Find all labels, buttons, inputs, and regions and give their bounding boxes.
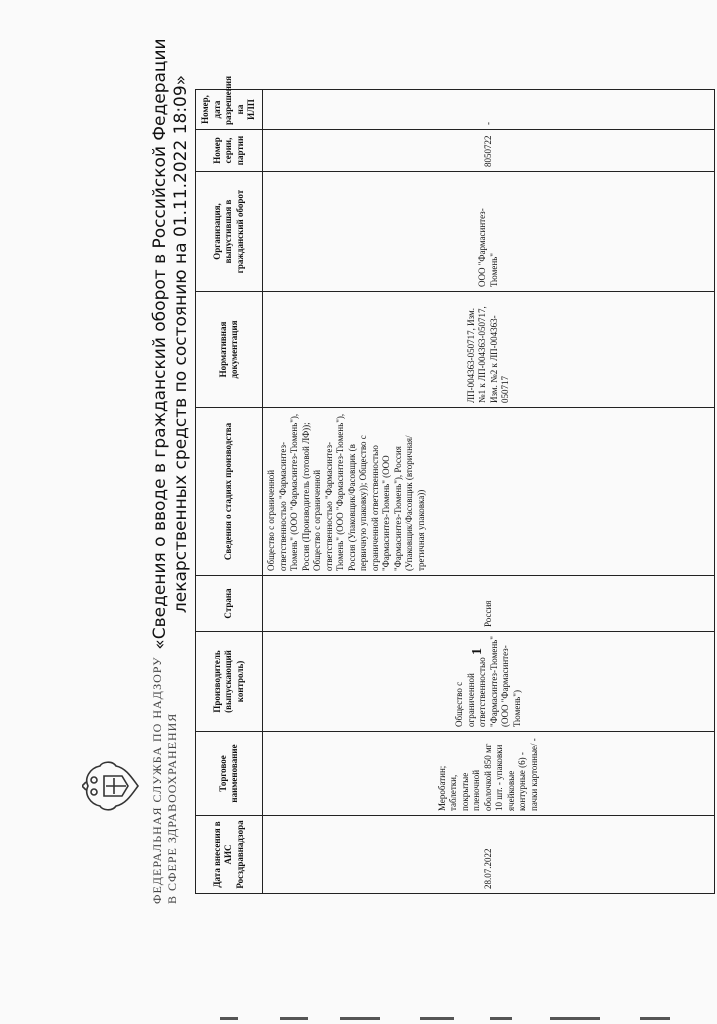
- header-trade-name: Торговое наименование: [196, 732, 263, 816]
- cell-stages: Общество с ограниченной ответственностью "Фармасинтез-Тюмень" (ООО "Фармасинтез-Тюмень"), Россия (Производитель (готовой ЛФ)); Общество с ограниченной ответственностью "Фармасинтез-Тюмень" (ООО "Фармасинтез-Тюмень"), Россия (Упаковщик/Фасовщик (в первичную упаковку)); Общество с ограниченной ответственностью "Фармасинтез-Тюмень" (ООО "Фармасинтез-Тюмень"), Россия (Упаковщик/Фасовщик (вторичная/третичная упаковка)): [263, 408, 715, 576]
- document-title: [150, 14, 192, 674]
- header-normative-docs: Нормативная документация: [196, 292, 263, 408]
- table-header-row: [196, 90, 263, 894]
- coat-of-arms-icon: [82, 758, 144, 814]
- cell-manufacturer: Общество с ограниченной ответственностью "Фармасинтез-Тюмень" (ООО "Фармасинтез-Тюмень"): [263, 632, 715, 732]
- page-number: 1: [470, 648, 485, 655]
- header-date: Дата внесения в АИС Росздравнадзора: [196, 816, 263, 894]
- header-batch: Номер серии, партии: [196, 130, 263, 172]
- header-permit: Номер, дата разрешения на ИЛП: [196, 90, 263, 130]
- register-table: [195, 76, 715, 894]
- agency-line-2: В СФЕРЕ ЗДРАВООХРАНЕНИЯ: [165, 712, 179, 904]
- header-stages: Сведения о стадиях производства: [196, 408, 263, 576]
- header-manufacturer: Производитель (выпускающий контроль): [196, 632, 263, 732]
- cell-date: 28.07.2022: [263, 816, 715, 894]
- table-row: [263, 90, 715, 894]
- title-line-2: лекарственных средств по состоянию на 01.11.2022 18:09»: [171, 74, 191, 614]
- scan-edge-marks: [220, 1010, 717, 1020]
- agency-line-1: ФЕДЕРАЛЬНАЯ СЛУЖБА ПО НАДЗОРУ: [150, 656, 164, 904]
- cell-batch: 8050722: [263, 130, 715, 172]
- cell-trade-name: Меробатин; таблетки, покрытые пленочной оболочкой 850 мг 10 шт. - упаковки ячейковые контурные (6) - пачки картонные/ -: [263, 732, 715, 816]
- header-country: Страна: [196, 576, 263, 632]
- header-organization: Организация, выпустившая в гражданский оборот: [196, 172, 263, 292]
- cell-normative-docs: ЛП-004363-050717, Изм. №1 к ЛП-004363-050717, Изм. №2 к ЛП-004363-050717: [263, 292, 715, 408]
- cell-permit: -: [263, 90, 715, 130]
- cell-country: Россия: [263, 576, 715, 632]
- title-line-1: «Сведения о вводе в гражданский оборот в Российской Федерации: [150, 38, 170, 650]
- cell-organization: ООО "Фармасинтез-Тюмень": [263, 172, 715, 292]
